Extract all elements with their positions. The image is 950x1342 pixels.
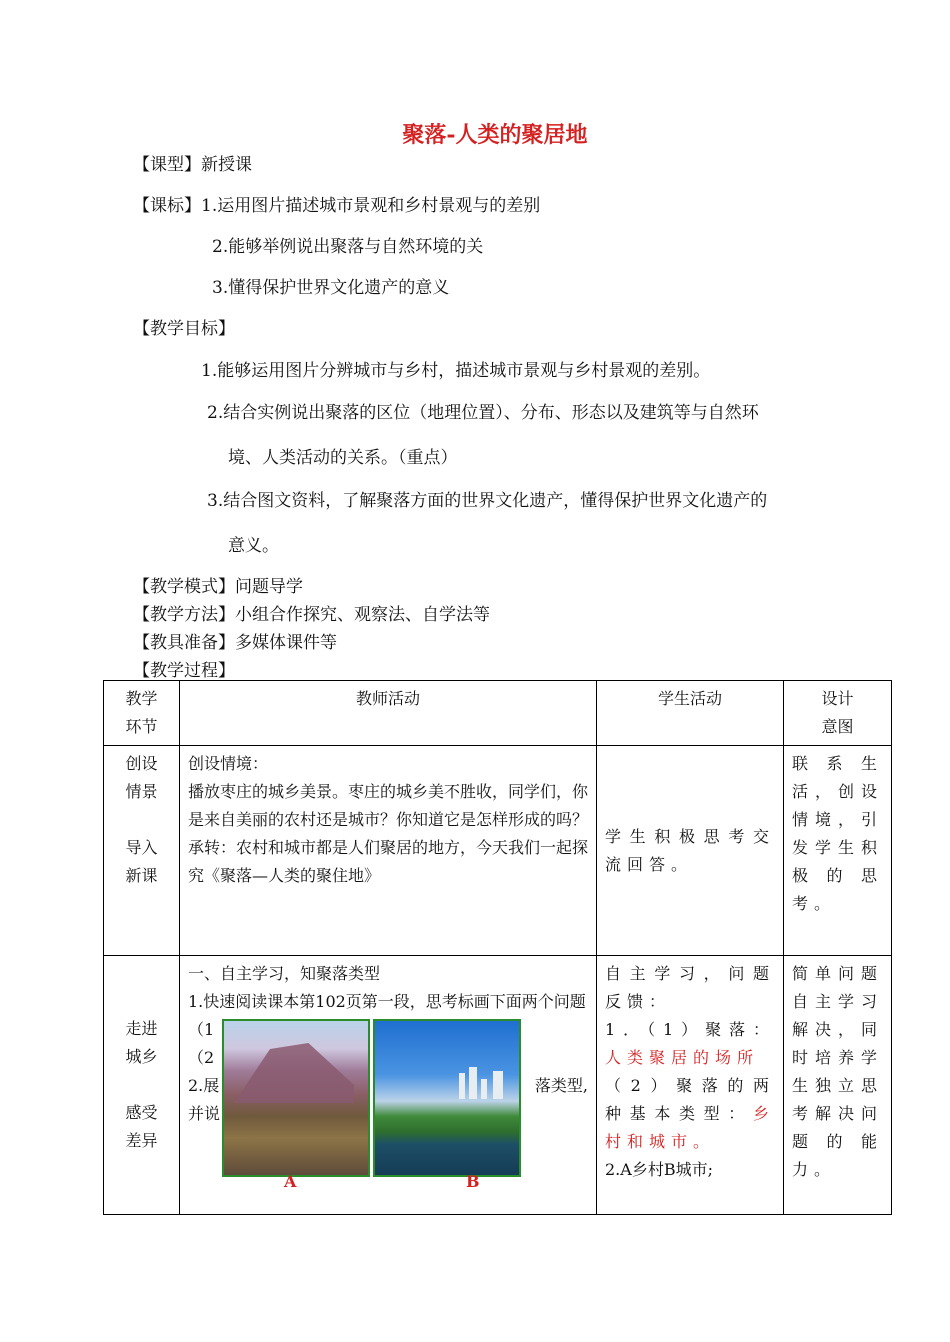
intent-intro: 联系生活，创设情境，引发学生积极的思考。: [784, 746, 892, 956]
building-1: [459, 1073, 465, 1099]
teacher-intro: 创设情境： 播放枣庄的城乡美景。枣庄的城乡美不胜收，同学们，你是来自美丽的农村还是城市？你知道它是怎样形成的吗？ 承转：农村和城市都是人们聚居的地方，今天我们一起探究《聚落—人类的聚住地》: [180, 746, 597, 956]
document-title: 聚落-人类的聚居地: [402, 122, 588, 148]
stage-intro: 创设 情景 导入 新课: [104, 746, 180, 956]
student-explore: [597, 956, 784, 1215]
student-explore-b1-answer: 人类聚居的场所: [605, 1048, 760, 1067]
student-intro: 学生积极思考交流回答。: [597, 746, 784, 956]
row-intro: [104, 746, 892, 956]
header-teacher: 教师活动: [180, 681, 597, 746]
standard-prefix: 【课标】: [133, 196, 201, 216]
standard-item-1: 1.运用图片描述城市景观和乡村景观与的差别: [201, 196, 541, 216]
teacher-explore-line-5a: 2.展: [188, 1076, 220, 1095]
standard-item-2: 2.能够举例说出聚落与自然环境的关: [212, 237, 484, 257]
building-3: [493, 1071, 503, 1099]
rural-landscape-photo: [222, 1019, 370, 1177]
mountain-shape: [234, 1043, 354, 1103]
standard-item-3: 3.懂得保护世界文化遗产的意义: [212, 278, 450, 298]
teacher-explore-line-3: （1: [188, 1020, 215, 1039]
student-explore-c-text: （2）聚落的两种基本类型：: [605, 1076, 775, 1123]
student-explore-b: [605, 1016, 775, 1072]
city-landscape-photo: [373, 1019, 521, 1177]
goals-label: 【教学目标】: [133, 319, 235, 339]
student-explore-a: 自主学习，问题反馈：: [605, 964, 775, 1011]
header-stage: 教学 环节: [104, 681, 180, 746]
teaching-mode: 【教学模式】问题导学: [133, 577, 303, 597]
header-intent: 设计 意图: [784, 681, 892, 746]
goal-3-line-1: 3.结合图文资料，了解聚落方面的世界文化遗产，懂得保护世界文化遗产的: [207, 491, 768, 511]
goal-2-line-1: 2.结合实例说出聚落的区位（地理位置）、分布、形态以及建筑等与自然环: [207, 403, 759, 423]
teaching-tools: 【教具准备】多媒体课件等: [133, 633, 337, 653]
standard-label: [133, 191, 540, 216]
header-student: 学生活动: [597, 681, 784, 746]
student-explore-b1: 1．（1）聚落：: [605, 1020, 775, 1039]
teacher-explore-line-6: 并说: [188, 1104, 221, 1123]
course-type: 【课型】新授课: [133, 155, 252, 175]
teacher-explore-line-4: （2: [188, 1048, 215, 1067]
photo-label-a: A: [284, 1172, 297, 1191]
goal-1: 1.能够运用图片分辨城市与乡村，描述城市景观与乡村景观的差别。: [201, 361, 711, 381]
goal-3-line-2: 意义。: [228, 536, 279, 556]
student-explore-c: [605, 1072, 775, 1156]
teacher-explore-line-1: 一、自主学习，知聚落类型: [188, 964, 381, 983]
photo-label-b: B: [466, 1172, 480, 1191]
student-explore-d: 2.A乡村B城市;: [605, 1160, 713, 1179]
stage-explore: 走进 城乡 感受 差异: [104, 956, 180, 1215]
building-4: [481, 1079, 487, 1099]
building-2: [469, 1067, 477, 1099]
header-row: [104, 681, 892, 746]
teacher-explore-line-5b: 落类型,: [534, 1076, 588, 1095]
student-explore-c-answer: 乡村和城市。: [605, 1104, 775, 1151]
intent-explore: 简单问题自主学习解决，同时培养学生独立思考解决问题的能力。: [784, 956, 892, 1215]
teacher-explore-line-2: 1.快速阅读课本第102页第一段，思考标画下面两个问题: [188, 992, 586, 1011]
process-label: 【教学过程】: [133, 661, 235, 681]
goal-2-line-2: 境、人类活动的关系。（重点）: [228, 448, 458, 468]
teaching-method: 【教学方法】小组合作探究、观察法、自学法等: [133, 605, 490, 625]
